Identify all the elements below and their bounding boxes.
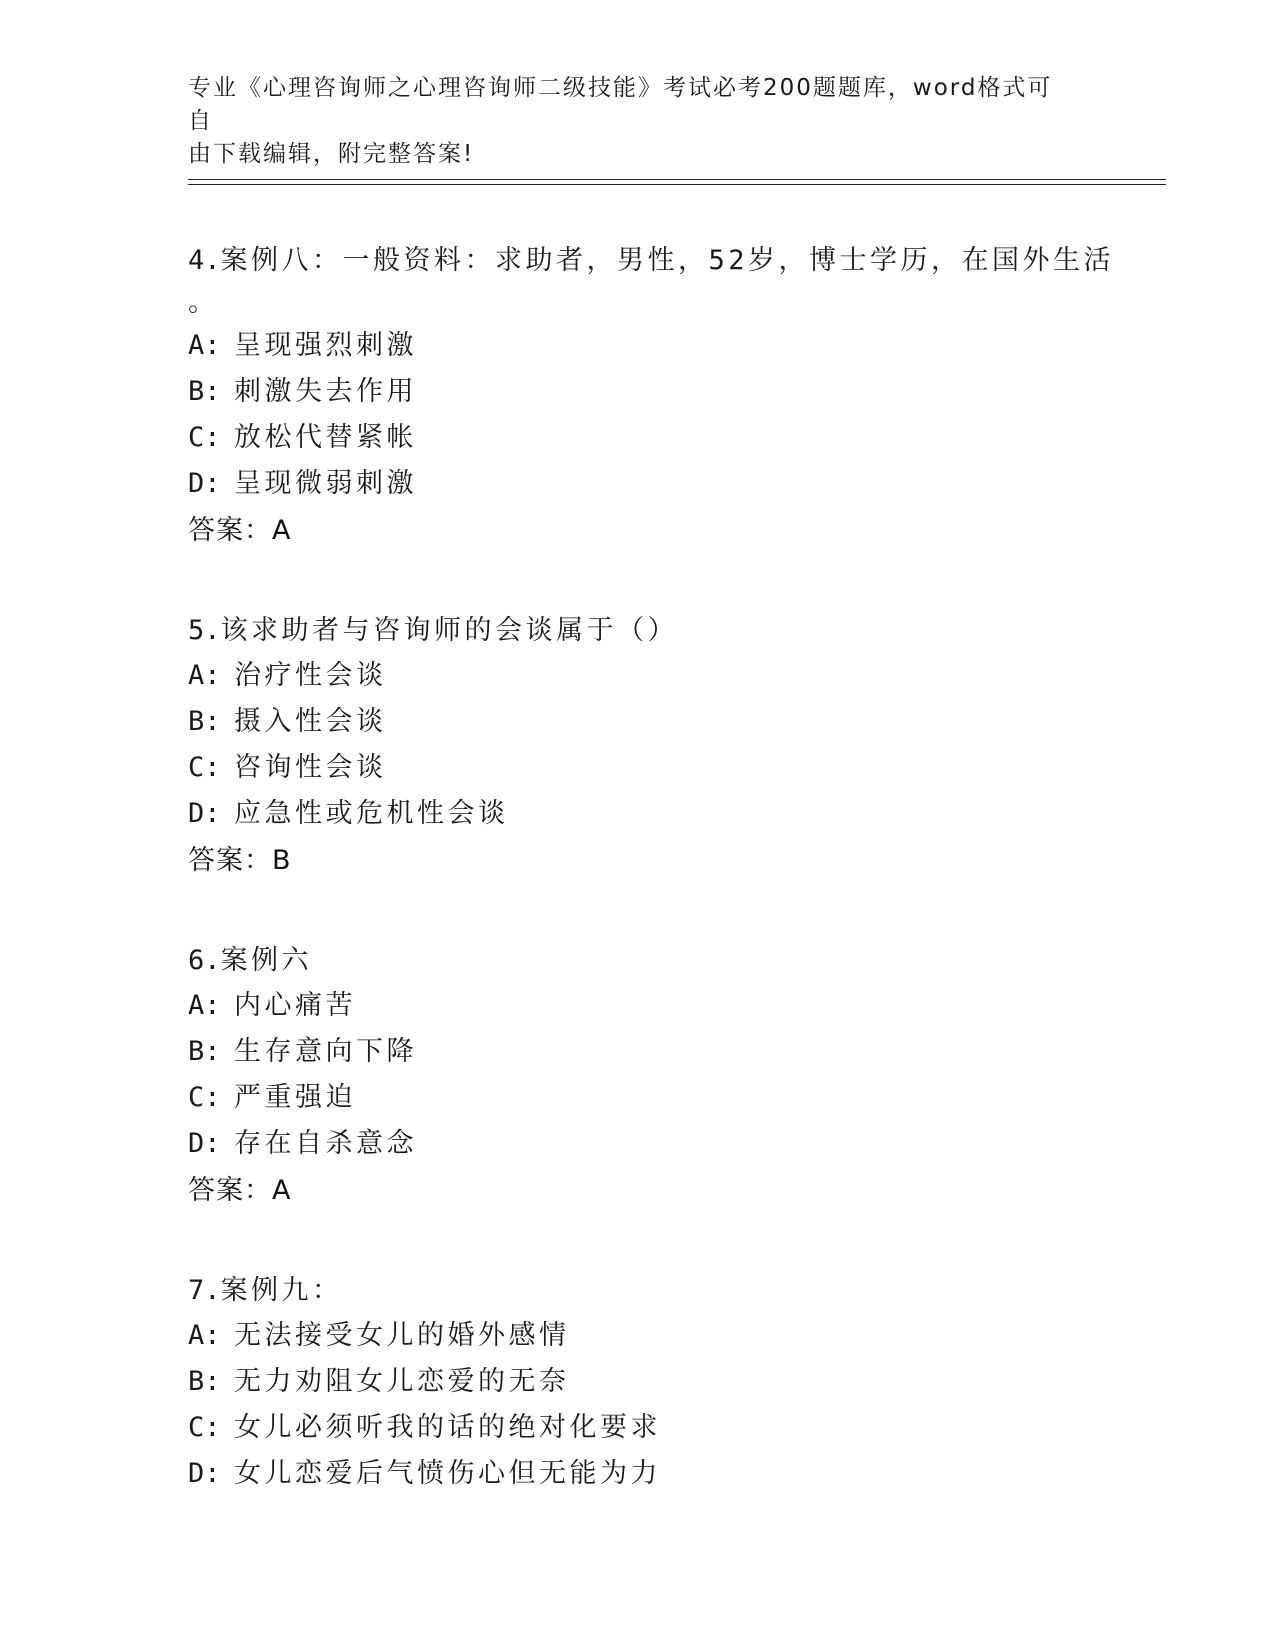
header-divider-top <box>188 179 1166 180</box>
header-line-1: 专业《心理咨询师之心理咨询师二级技能》考试必考200题题库，word格式可自 <box>188 75 1053 134</box>
document-header <box>188 72 1068 171</box>
option-letter: C: <box>188 752 221 783</box>
option-text: 存在自杀意念 <box>234 1128 417 1159</box>
option-letter: C: <box>188 1082 221 1113</box>
option-text: 应急性或危机性会谈 <box>234 798 509 829</box>
question-stem <box>188 608 1188 653</box>
option-text: 呈现微弱刺激 <box>234 468 417 499</box>
question-text: 案例八：一般资料：求助者，男性，52岁，博士学历，在国外生活 <box>220 245 1115 276</box>
option-letter: B: <box>188 1366 221 1397</box>
option-text: 刺激失去作用 <box>234 376 417 407</box>
option-text: 咨询性会谈 <box>234 752 387 783</box>
option-letter: D: <box>188 1458 221 1489</box>
option-text: 女儿恋爱后气愤伤心但无能为力 <box>234 1458 661 1489</box>
option-d <box>188 1121 1188 1167</box>
question-6 <box>188 938 1188 1215</box>
answer-line: 答案：A <box>188 1175 292 1206</box>
option-letter: D: <box>188 798 221 829</box>
option-b <box>188 369 1188 415</box>
option-text: 放松代替紧帐 <box>234 422 417 453</box>
option-letter: C: <box>188 1412 221 1443</box>
option-letter: A: <box>188 660 221 691</box>
option-a <box>188 323 1188 369</box>
option-text: 呈现强烈刺激 <box>234 330 417 361</box>
option-text: 治疗性会谈 <box>234 660 387 691</box>
question-text-continuation: 。 <box>188 287 219 318</box>
option-text: 严重强迫 <box>234 1082 356 1113</box>
option-text: 生存意向下降 <box>234 1036 417 1067</box>
answer-line: 答案：B <box>188 845 292 876</box>
option-c <box>188 1075 1188 1121</box>
option-c <box>188 1405 1188 1451</box>
header-divider-bottom <box>188 184 1166 185</box>
question-stem <box>188 1268 1188 1313</box>
header-line-2: 由下载编辑，附完整答案! <box>188 141 475 167</box>
question-number: 5. <box>188 615 221 646</box>
option-letter: B: <box>188 706 221 737</box>
option-text: 女儿必须听我的话的绝对化要求 <box>234 1412 661 1443</box>
question-list <box>188 238 1188 1550</box>
option-letter: D: <box>188 468 221 499</box>
option-letter: A: <box>188 1320 221 1351</box>
option-text: 内心痛苦 <box>234 990 356 1021</box>
option-letter: C: <box>188 422 221 453</box>
answer-line: 答案：A <box>188 515 292 546</box>
option-text: 无法接受女儿的婚外感情 <box>234 1320 570 1351</box>
option-d <box>188 791 1188 837</box>
question-text: 案例六 <box>220 945 313 976</box>
question-number: 7. <box>188 1275 221 1306</box>
option-a <box>188 1313 1188 1359</box>
option-letter: B: <box>188 376 221 407</box>
option-text: 摄入性会谈 <box>234 706 387 737</box>
question-stem <box>188 238 1188 283</box>
question-7 <box>188 1268 1188 1497</box>
question-stem <box>188 938 1188 983</box>
option-d <box>188 461 1188 507</box>
option-letter: A: <box>188 990 221 1021</box>
option-text: 无力劝阻女儿恋爱的无奈 <box>234 1366 570 1397</box>
question-text: 该求助者与咨询师的会谈属于（） <box>220 615 679 646</box>
option-letter: B: <box>188 1036 221 1067</box>
option-letter: A: <box>188 330 221 361</box>
option-a <box>188 653 1188 699</box>
question-4 <box>188 238 1188 555</box>
option-letter: D: <box>188 1128 221 1159</box>
question-text: 案例九： <box>220 1275 343 1306</box>
option-b <box>188 1029 1188 1075</box>
option-b <box>188 1359 1188 1405</box>
question-5 <box>188 608 1188 885</box>
option-b <box>188 699 1188 745</box>
question-number: 4. <box>188 245 221 276</box>
option-c <box>188 745 1188 791</box>
option-c <box>188 415 1188 461</box>
question-number: 6. <box>188 945 221 976</box>
option-a <box>188 983 1188 1029</box>
option-d <box>188 1451 1188 1497</box>
